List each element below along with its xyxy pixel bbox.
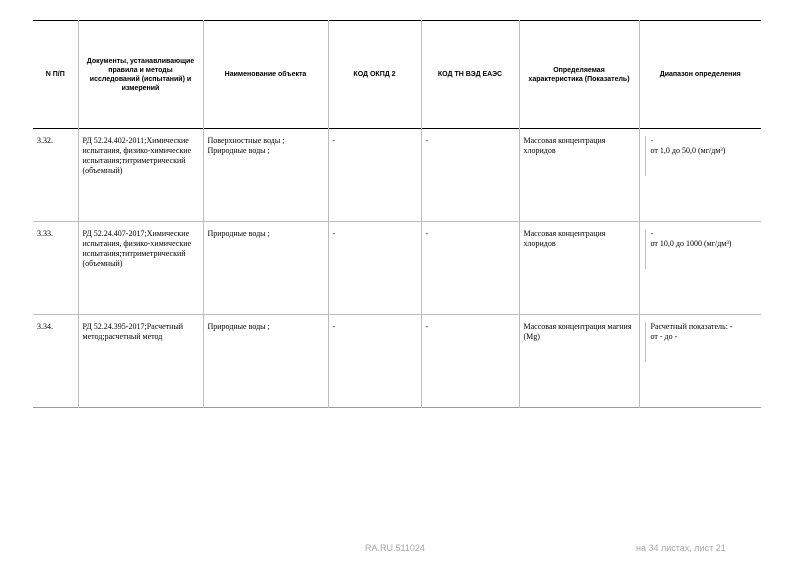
cell-object: Природные воды ;	[203, 222, 328, 315]
footer-registration-number: RA.RU.511024	[365, 543, 425, 553]
cell-num: 3.34.	[33, 315, 78, 408]
header-tnved: КОД ТН ВЭД ЕАЭС	[421, 21, 519, 129]
table-row	[33, 315, 761, 408]
range-line-1: -	[650, 136, 654, 145]
cell-okpd: -	[328, 315, 421, 408]
cell-document: РД 52.24.407-2017;Химические испытания, физико-химические испытания;титриметрический (объемный)	[78, 222, 203, 315]
header-object: Наименование объекта	[203, 21, 328, 129]
cell-characteristic: Массовая концентрация хлоридов	[519, 129, 639, 222]
range-line-2: от - до -	[650, 332, 678, 341]
header-documents: Документы, устанавливающие правила и методы исследований (испытаний) и измерений	[78, 21, 203, 129]
header-range: Диапазон определения	[659, 71, 741, 78]
cell-object: Поверхностные воды ; Природные воды ;	[203, 129, 328, 222]
cell-object: Природные воды ;	[203, 315, 328, 408]
header-characteristic: Определяемая характеристика (Показатель)	[519, 21, 639, 129]
cell-range	[639, 129, 761, 222]
cell-characteristic: Массовая концентрация магния (Mg)	[519, 315, 639, 408]
cell-document: РД 52.24.402-2011;Химические испытания, физико-химические испытания;титриметрический (объемный)	[78, 129, 203, 222]
cell-document: РД 52.24.395-2017;Расчетный метод;расчетный метод	[78, 315, 203, 408]
table-row	[33, 129, 761, 222]
range-line-2: от 10,0 до 1000 (мг/дм³)	[650, 239, 732, 248]
footer-sheet-info: на 34 листах, лист 21	[636, 543, 726, 553]
accreditation-scope-table	[33, 20, 761, 408]
cell-characteristic: Массовая концентрация хлоридов	[519, 222, 639, 315]
range-box	[645, 136, 758, 176]
range-box	[645, 322, 758, 362]
cell-tnved: -	[421, 315, 519, 408]
table-header-row	[33, 21, 761, 129]
cell-range	[639, 315, 761, 408]
cell-okpd: -	[328, 129, 421, 222]
cell-range	[639, 222, 761, 315]
cell-num: 3.33.	[33, 222, 78, 315]
range-line-1: -	[650, 229, 654, 238]
range-line-1: Расчетный показатель: -	[650, 322, 733, 331]
range-box	[645, 229, 758, 269]
table-row	[33, 222, 761, 315]
cell-num: 3.32.	[33, 129, 78, 222]
cell-tnved: -	[421, 222, 519, 315]
range-line-2: от 1,0 до 50,0 (мг/дм³)	[650, 146, 726, 155]
cell-okpd: -	[328, 222, 421, 315]
header-num: N П/П	[33, 21, 78, 129]
cell-tnved: -	[421, 129, 519, 222]
header-okpd: КОД ОКПД 2	[328, 21, 421, 129]
